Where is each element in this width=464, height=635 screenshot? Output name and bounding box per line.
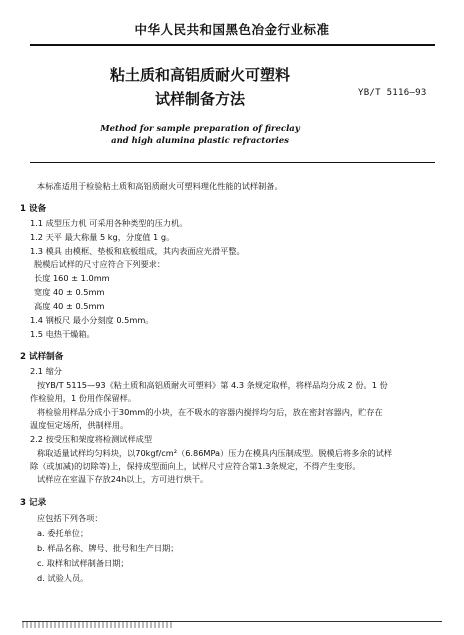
para-2-2-a: 称取适量试样均匀料块，以70kgf/cm²（6.86MPa）压力在模具内压制成型。脱模后将多余的试样	[37, 448, 393, 458]
english-title-line2: and high alumina plastic refractories	[111, 136, 289, 146]
para-2-2-c: 试样应在室温下存放24h以上，方可进行烘干。	[37, 474, 209, 484]
record-item-a: a. 委托单位；	[37, 528, 89, 538]
record-item-d: d. 试验人员。	[37, 573, 89, 583]
title-rule	[30, 162, 435, 163]
para-2-2-b: 除（或加减)的切除等)上，保持成型面向上，试样尺寸应符合第1.3条规定，不得产生变形。	[30, 461, 361, 471]
document-title-line1: 粘土质和高铝质耐火可塑料	[109, 66, 290, 84]
item-1-5: 1.5 电热干燥箱。	[30, 329, 95, 339]
record-item-b: b. 样品名称、牌号、批号和生产日期；	[37, 543, 179, 553]
item-1-1: 1.1 成型压力机 可采用各种类型的压力机。	[30, 218, 188, 228]
dimension-height: 高度 40 ± 0.5mm	[34, 301, 105, 311]
section-2-heading: 2 试样制备	[20, 352, 64, 362]
standard-organization-header: 中华人民共和国黑色冶金行业标准	[134, 22, 330, 37]
intro-paragraph: 本标准适用于检验粘土质和高铝质耐火可塑料理化性能的试样制备。	[37, 181, 283, 191]
header-rule	[30, 44, 435, 46]
dimension-length: 长度 160 ± 1.0mm	[34, 273, 110, 283]
item-1-2: 1.2 天平 最大称量 5 kg，分度值 1 g。	[30, 232, 175, 242]
item-1-3-note: 脱模后试样的尺寸应符合下列要求：	[34, 259, 166, 269]
record-intro: 应包括下列各项：	[37, 513, 103, 523]
para-2-1-b: 作检验用，1 份用作保留样。	[30, 393, 137, 403]
section-1-heading: 1 设备	[20, 204, 47, 214]
para-2-1-a: 按YB/T 5115—93《粘土质和高铝质耐火可塑料》第 4.3 条规定取样，将样品均分成 2 份。1 份	[37, 380, 388, 390]
para-2-1-d: 温度恒定场所，供制样用。	[30, 420, 129, 430]
footer-faded-text	[22, 622, 172, 628]
dimension-width: 宽度 40 ± 0.5mm	[34, 287, 105, 297]
english-title-line1: Method for sample preparation of fireclay	[100, 124, 300, 134]
item-2-2: 2.2 按受压和架度将检测试样成型	[30, 434, 153, 444]
standard-number: YB/T 5116—93	[358, 88, 427, 98]
item-2-1: 2.1 缩分	[30, 366, 62, 376]
para-2-1-c: 将检验用样品分成小于30mm的小块，在不吸水的容器内搅拌均匀后，放在密封容器内，贮存在	[37, 407, 383, 417]
item-1-4: 1.4 钢板尺 最小分刻度 0.5mm。	[30, 315, 154, 325]
document-title-line2: 试样制备方法	[154, 90, 245, 108]
record-item-c: c. 取样和试样制备日期；	[37, 558, 129, 568]
section-3-heading: 3 记录	[20, 498, 47, 508]
item-1-3: 1.3 模具 由模框、垫板和底板组成，其内表面应光滑平整。	[30, 246, 245, 256]
